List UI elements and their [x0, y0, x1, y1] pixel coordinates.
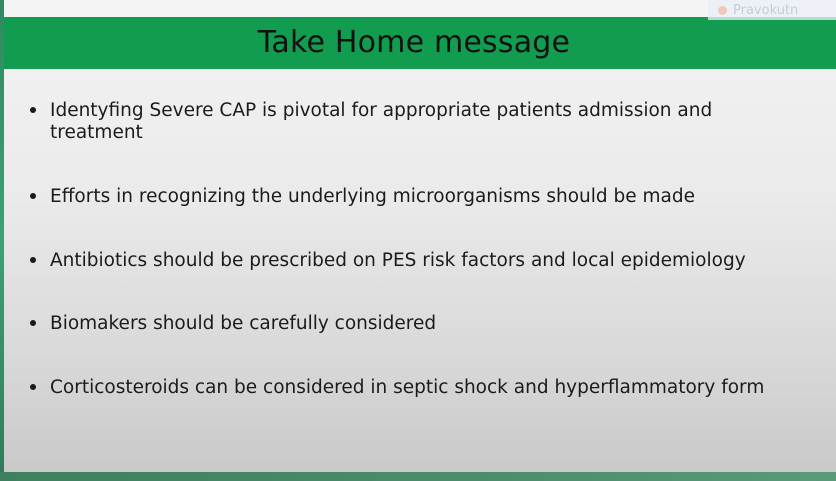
- bullet-dot-icon: [30, 384, 36, 390]
- window-frame-bottom: [0, 472, 836, 481]
- participant-name: Pravokutn: [733, 2, 799, 18]
- bullet-item: [30, 186, 800, 208]
- bullet-text: Identyfing Severe CAP is pivotal for appropriate patients admission and treatment: [50, 100, 713, 143]
- bullet-item: [30, 250, 800, 272]
- bullet-dot-icon: [30, 320, 36, 326]
- bullet-item: [30, 313, 800, 335]
- bullet-dot-icon: [30, 257, 36, 263]
- bullet-text: Antibiotics should be prescribed on PES risk factors and local epidemiology: [50, 250, 746, 271]
- participant-name-tag: [708, 0, 836, 20]
- slide-title: Take Home message: [257, 25, 571, 60]
- bullet-item: [30, 100, 800, 144]
- bullet-text: Corticosteroids can be considered in septic shock and hyperflammatory form: [50, 377, 765, 398]
- bullet-text: Biomakers should be carefully considered: [50, 313, 437, 334]
- bullet-list: [4, 0, 836, 472]
- user-avatar-icon: [718, 6, 727, 15]
- presentation-slide: [4, 0, 836, 472]
- bullet-dot-icon: [30, 193, 36, 199]
- bullet-item: [30, 377, 800, 399]
- bullet-text: Efforts in recognizing the underlying microorganisms should be made: [50, 186, 695, 207]
- bullet-dot-icon: [30, 107, 36, 113]
